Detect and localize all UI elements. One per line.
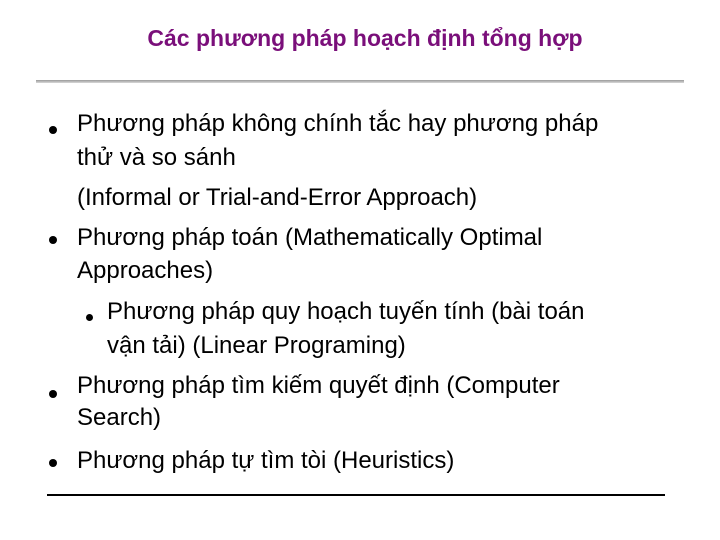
list-item-1-line-1: Phương pháp không chính tắc hay phương pháp xyxy=(77,110,599,137)
list-item-2-line-2: Approaches) xyxy=(77,257,214,284)
bullet-icon xyxy=(49,236,57,244)
slide-title: Các phương pháp hoạch định tổng hợp xyxy=(147,25,583,51)
sub-item-line-2: vận tải) (Linear Programing) xyxy=(107,332,406,359)
sub-item-line-1: Phương pháp quy hoạch tuyến tính (bài toán xyxy=(107,298,585,325)
list-item-2-line-1: Phương pháp toán (Mathematically Optimal xyxy=(77,224,543,251)
list-item-1-line-2: thử và so sánh xyxy=(77,144,236,171)
list-item-3-line-2: Search) xyxy=(77,404,162,431)
bottom-divider xyxy=(47,494,665,496)
bullet-icon xyxy=(49,459,57,467)
sub-bullet-icon xyxy=(86,314,93,321)
list-item-4-line-1: Phương pháp tự tìm tòi (Heuristics) xyxy=(77,447,455,474)
bullet-icon xyxy=(49,126,57,134)
list-item-1-line-3: (Informal or Trial-and-Error Approach) xyxy=(77,184,478,211)
bullet-icon xyxy=(49,390,57,398)
list-item-3-line-1: Phương pháp tìm kiếm quyết định (Computer xyxy=(77,372,560,399)
